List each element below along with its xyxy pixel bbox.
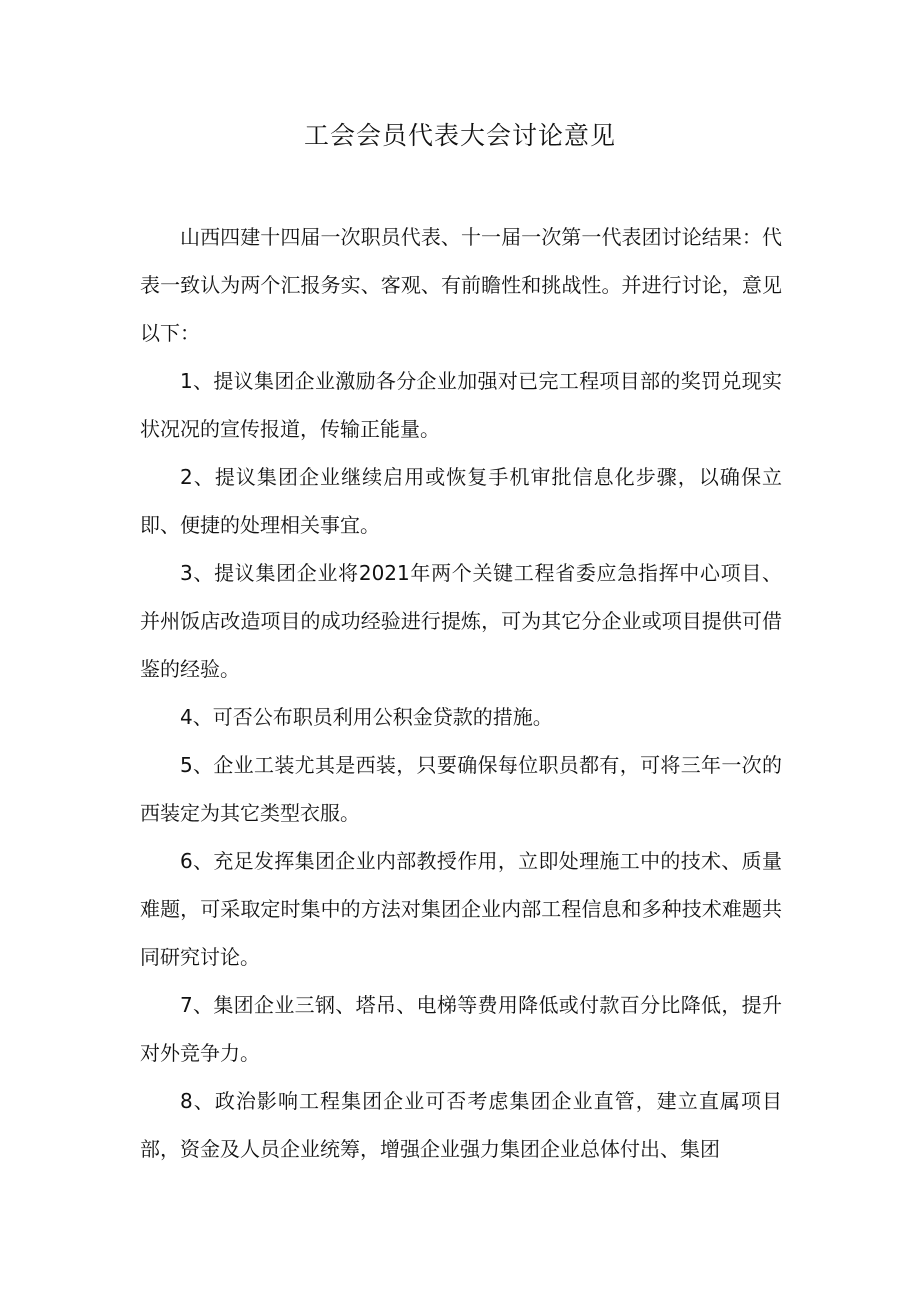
- document-body: [140, 213, 782, 1173]
- document-title: 工会会员代表大会讨论意见: [303, 121, 616, 150]
- list-item: 3、提议集团企业将2021年两个关键工程省委应急指挥中心项目、并州饭店改造项目的成功经验进行提炼，可为其它分企业或项目提供可借鉴的经验。: [140, 561, 782, 681]
- list-item: 7、集团企业三钢、塔吊、电梯等费用降低或付款百分比降低，提升对外竞争力。: [140, 993, 782, 1065]
- intro-paragraph: 山西四建十四届一次职员代表、十一届一次第一代表团讨论结果：代表一致认为两个汇报务实、客观、有前瞻性和挑战性。并进行讨论，意见以下：: [140, 225, 782, 345]
- list-item: 1、提议集团企业激励各分企业加强对已完工程项目部的奖罚兑现实状况况的宣传报道，传输正能量。: [140, 369, 782, 441]
- list-item: 8、政治影响工程集团企业可否考虑集团企业直管，建立直属项目部，资金及人员企业统筹，增强企业强力集团企业总体付出、集团: [140, 1089, 782, 1161]
- list-item: 6、充足发挥集团企业内部教授作用，立即处理施工中的技术、质量难题，可采取定时集中的方法对集团企业内部工程信息和多种技术难题共同研究讨论。: [140, 849, 782, 969]
- list-item: 2、提议集团企业继续启用或恢复手机审批信息化步骤，以确保立即、便捷的处理相关事宜。: [140, 465, 782, 537]
- list-item: 4、可否公布职员利用公积金贷款的措施。: [180, 705, 553, 729]
- list-item: 5、企业工装尤其是西装，只要确保每位职员都有，可将三年一次的西装定为其它类型衣服。: [140, 753, 782, 825]
